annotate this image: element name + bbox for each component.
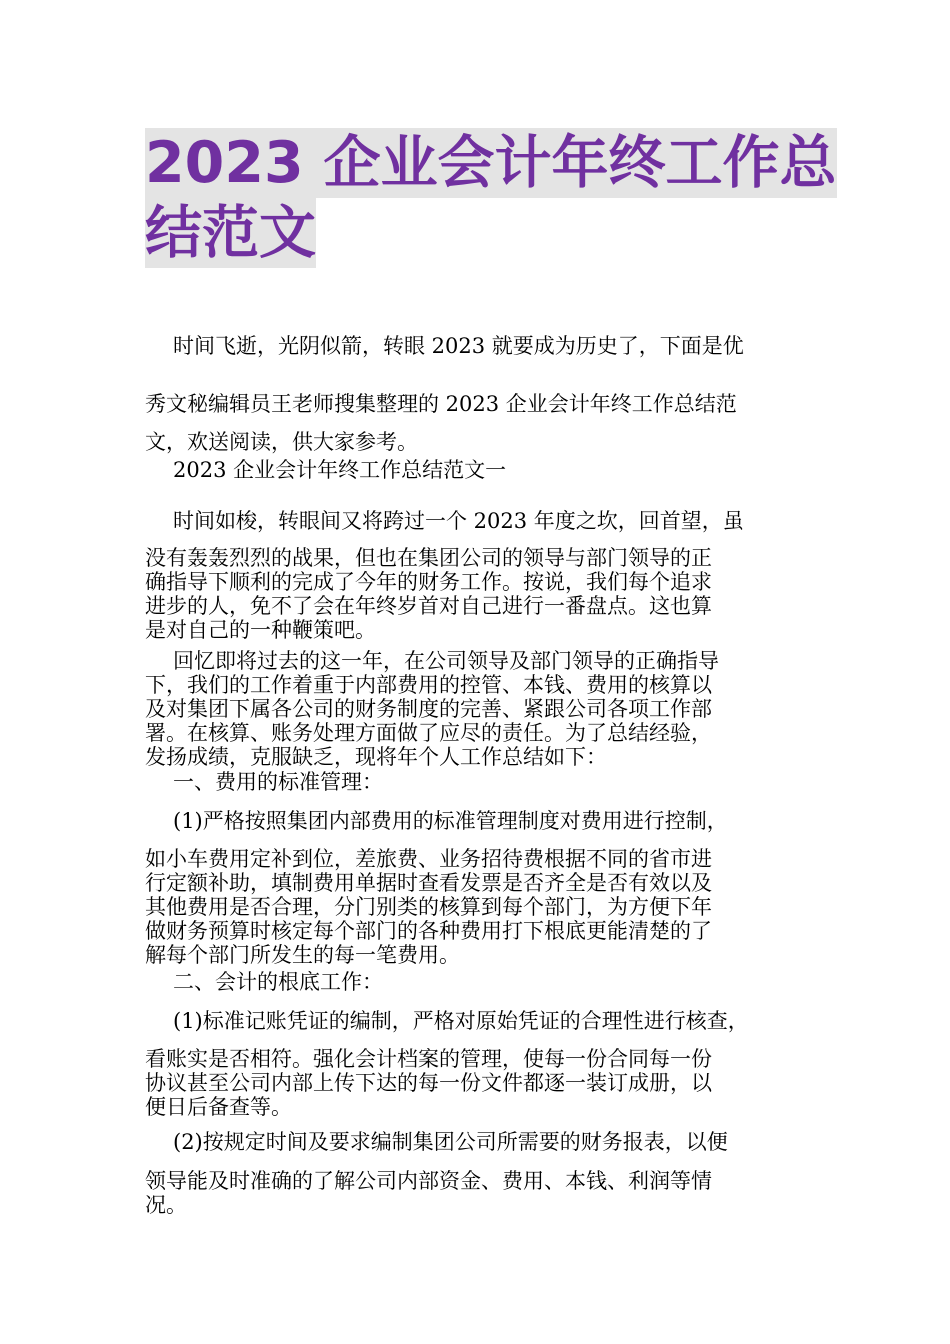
paragraph xyxy=(145,847,810,967)
paragraph-line: 进步的人，免不了会在年终岁首对自己进行一番盘点。这也算 xyxy=(145,594,712,618)
paragraph-line: 署。在核算、账务处理方面做了应尽的责任。为了总结经验， xyxy=(145,721,712,745)
paragraph-line: 及对集团下属各公司的财务制度的完善、紧跟公司各项工作部 xyxy=(145,697,712,721)
paragraph xyxy=(145,809,810,833)
paragraph xyxy=(145,1009,810,1033)
paragraph-line: 发扬成绩，克服缺乏，现将年个人工作总结如下： xyxy=(145,745,607,769)
title-line-1: 2023 企业会计年终工作总 xyxy=(145,130,837,196)
paragraph-line: 文，欢送阅读，供大家参考。 xyxy=(145,430,418,454)
paragraph xyxy=(145,1169,810,1217)
paragraph-line: 时间如梭，转眼间又将跨过一个 2023 年度之坎，回首望，虽 xyxy=(173,509,744,533)
paragraph xyxy=(145,770,810,794)
paragraph-line: 2023 企业会计年终工作总结范文一 xyxy=(173,458,507,482)
paragraph-line: 如小车费用定补到位，差旅费、业务招待费根据不同的省市进 xyxy=(145,847,712,871)
paragraph-line: 确指导下顺利的完成了今年的财务工作。按说，我们每个追求 xyxy=(145,570,712,594)
paragraph-line: 其他费用是否合理，分门别类的核算到每个部门，为方便下年 xyxy=(145,895,712,919)
paragraph xyxy=(145,509,810,533)
paragraph-line: 一、费用的标准管理： xyxy=(173,770,383,794)
paragraph-line: 做财务预算时核定每个部门的各种费用打下根底更能清楚的了 xyxy=(145,919,712,943)
paragraph xyxy=(145,649,810,769)
title-line-2: 结范文 xyxy=(145,200,316,266)
paragraph xyxy=(145,546,810,642)
paragraph-line: 便日后备查等。 xyxy=(145,1095,292,1119)
paragraph-line: 时间飞逝，光阴似箭，转眼 2023 就要成为历史了，下面是优 xyxy=(173,334,744,358)
paragraph-line: 没有轰轰烈烈的战果，但也在集团公司的领导与部门领导的正 xyxy=(145,546,712,570)
paragraph-line: 看账实是否相符。强化会计档案的管理，使每一份合同每一份 xyxy=(145,1047,712,1071)
paragraph xyxy=(145,1130,810,1154)
paragraph-line: 领导能及时准确的了解公司内部资金、费用、本钱、利润等情 xyxy=(145,1169,712,1193)
paragraph-line: 二、会计的根底工作： xyxy=(173,970,383,994)
paragraph-line: 回忆即将过去的这一年，在公司领导及部门领导的正确指导 xyxy=(173,649,719,673)
paragraph xyxy=(145,385,810,461)
paragraph-line: 是对自己的一种鞭策吧。 xyxy=(145,618,376,642)
paragraph xyxy=(145,458,810,482)
paragraph-line: 秀文秘编辑员王老师搜集整理的 2023 企业会计年终工作总结范 xyxy=(145,392,737,416)
paragraph-line: (2)按规定时间及要求编制集团公司所需要的财务报表，以便 xyxy=(173,1130,728,1154)
paragraph-line: 下，我们的工作着重于内部费用的控管、本钱、费用的核算以 xyxy=(145,673,712,697)
paragraph-line: 解每个部门所发生的每一笔费用。 xyxy=(145,943,460,967)
paragraph xyxy=(145,334,810,358)
paragraph xyxy=(145,1047,810,1119)
paragraph xyxy=(145,970,810,994)
paragraph-line: (1)标准记账凭证的编制，严格对原始凭证的合理性进行核查， xyxy=(173,1009,749,1033)
paragraph-line: 况。 xyxy=(145,1193,187,1217)
paragraph-line: (1)严格按照集团内部费用的标准管理制度对费用进行控制， xyxy=(173,809,728,833)
paragraph-line: 协议甚至公司内部上传下达的每一份文件都逐一装订成册，以 xyxy=(145,1071,712,1095)
paragraph-line: 行定额补助，填制费用单据时查看发票是否齐全是否有效以及 xyxy=(145,871,712,895)
